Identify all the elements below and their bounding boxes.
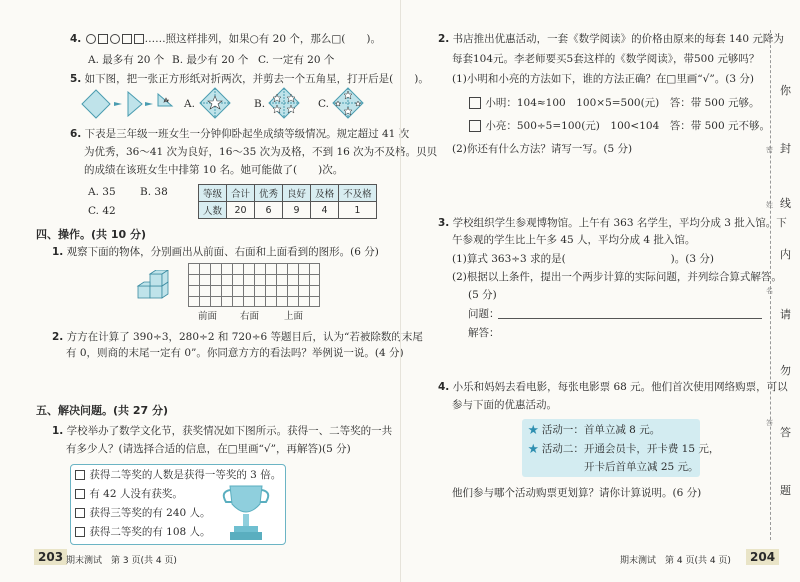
label-front: 前面 [198, 311, 218, 322]
star-icon: ★ [528, 424, 539, 436]
question-6: 6. 下表是三年级一班女生一分钟仰卧起坐成绩等级情况。规定超过 41 次 [70, 128, 410, 140]
operation-1: 1. 观察下面的物体，分别画出从前面、右面和上面看到的图形。(6 分) [52, 246, 379, 258]
table-row: 人数 20 6 9 4 1 [199, 202, 377, 219]
pattern-shapes [85, 33, 145, 45]
footer-label: 期末测试 第 3 页(共 4 页) [66, 556, 177, 566]
method-xiaoming: 小明：104≈100 100×5=500(元) 答：带 500 元够。 [468, 96, 760, 110]
answer-label: 解答： [468, 327, 500, 339]
operation-2: 2. 方方在计算了 390÷3，280÷2 和 720÷6 等题目后，认为“若被除数的末尾 [52, 331, 423, 343]
left-page: 4. ……照这样排列，如果○有 20 个，那么□( )。 A. 最多有 20 个 B. 最少有 20 个 C. 一定有 20 个 5. 如下图，把一张正方形纸对折两次，并剪去一个五角星，打开后是( )。 A. B. C. 6. 下表是三年级一班女生一分钟仰卧起坐成绩等级情况。规定超过 41 次 为优秀，36～41 次为良好，16～35 次为及格，不到 16 次为不及格。贝贝 的成绩在该班女生中排第 10 名。她可能做了( )次。 A. 35 B. 38 C. 42 等级 合计 优秀 良好 及格 不及格 人数 20 6 9 4 1 四、操作。(共 10 分) 1. 观察下面的物体，分别画出从前面、右面和上面看到的图形。(6 分) 前面 右面 上面 2. 方方在计算了 390÷3，280÷2 和 720÷6 等题目后，认为“若被除数的末尾 有 0，则商的末尾一定有 0”。你同意方方的看法吗？举例说一说。(4 分) 五、解决问题。(共 27 分) 1. 学校举办了数学文化节，获奖情况如下图所示。获得一、二等奖的一共 有多少人？(请选择合适的信息，在□里画“√”，再解答)(5 分) 获得二等奖的人数是获得一等奖的 3 倍。 有 42 人没有获奖。 获得三等奖的有 240 人。 获得二等奖的有 108 人。 203 期末测试 第 3 页(共 4 页) [36, 33, 438, 566]
checkbox[interactable] [469, 120, 481, 132]
trophy-icon [218, 482, 274, 542]
checkbox[interactable] [469, 97, 481, 109]
problem-1: 1. 学校举办了数学文化节，获奖情况如下图所示。获得一、二等奖的一共 [52, 425, 393, 437]
info-option: 获得二等奖的有 108 人。 [74, 525, 211, 539]
checkbox[interactable] [75, 527, 85, 537]
option-c: C. 一定有 20 个 [258, 54, 335, 66]
grade-table [198, 184, 377, 219]
page-number: 204 [746, 549, 779, 565]
option-b: B. 最少有 20 个 [172, 54, 249, 66]
section-5-title: 五、解决问题。(共 27 分) [36, 404, 169, 417]
table-header-row: 等级 合计 优秀 良好 及格 不及格 [199, 185, 377, 202]
question-4: 4. ……照这样排列，如果○有 20 个，那么□( )。 [70, 33, 381, 45]
method-xiaoliang: 小亮：500÷5=100(元) 100<104 答：带 500 元不够。 [468, 119, 770, 133]
cube-stack-figure [136, 270, 178, 302]
binding-cut-line [770, 30, 771, 540]
activity-2: ★ 活动二：开通会员卡，开卡费 15 元， [528, 443, 720, 455]
option-b-figure [268, 87, 300, 119]
problem-3: 3. 学校组织学生参观博物馆。上午有 363 名学生，平均分成 3 批入馆。下 [438, 217, 787, 229]
problem-2: 2. 书店推出优惠活动，一套《数学阅读》的价格由原来的每套 140 元降为 [438, 33, 784, 45]
info-option: 获得三等奖的有 240 人。 [74, 506, 211, 520]
label-top: 上面 [284, 311, 304, 322]
checkbox[interactable] [75, 489, 85, 499]
question-label: 问题： [468, 308, 500, 320]
problem-4: 4. 小乐和妈妈去看电影，每张电影票 68 元。他们首次使用网络购票，可以 [438, 381, 788, 393]
option-a-figure [199, 87, 231, 119]
drawing-grid[interactable] [188, 263, 320, 307]
info-option: 有 42 人没有获奖。 [74, 487, 183, 501]
section-4-title: 四、操作。(共 10 分) [36, 228, 147, 241]
answer-line[interactable] [498, 318, 762, 319]
option-c-figure [332, 87, 364, 119]
page-number: 203 [34, 549, 67, 565]
option-a: A. 最多有 20 个 [88, 54, 165, 66]
checkbox[interactable] [75, 470, 85, 480]
question-5: 5. 如下图，把一张正方形纸对折两次，并剪去一个五角星，打开后是( )。 [70, 73, 429, 85]
activity-1: ★ 活动一：首单立减 8 元。 [528, 424, 661, 436]
info-option: 获得二等奖的人数是获得一等奖的 3 倍。 [74, 468, 281, 482]
checkbox[interactable] [75, 508, 85, 518]
label-right: 右面 [240, 311, 260, 322]
star-icon: ★ [528, 443, 539, 455]
footer-label: 期末测试 第 4 页(共 4 页) [620, 556, 731, 566]
